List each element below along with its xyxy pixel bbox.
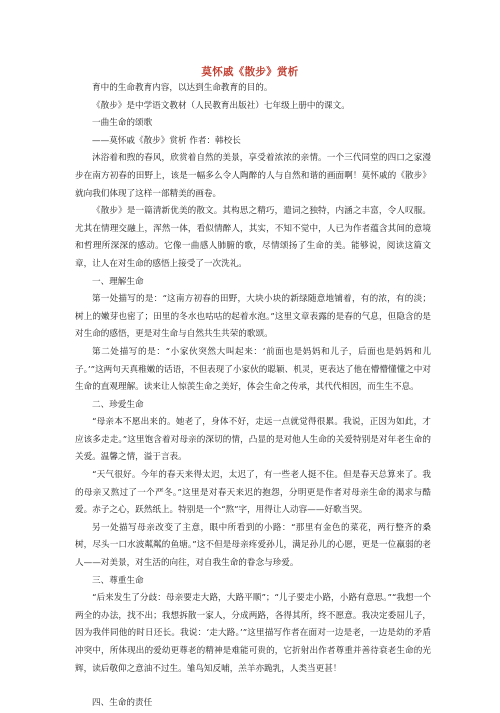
- author-line: ——莫怀戚《散步》赏析 作者：韩校长: [92, 135, 241, 146]
- section-heading-respect: 三、尊重生命: [92, 575, 144, 586]
- section-heading-understand: 一、理解生命: [92, 276, 144, 287]
- paragraph-spring-weather: “天气很好。今年的春天来得太迟，太迟了，有一些老人挺不住。但是春天总算来了。我的母亲又熬过了一个严冬。”这里是对春天来迟的抱怨，分明更是作者对母亲生命的渴求与酷爱。赤子之心，跃然纸上。特别是一个“熬”字，用得让人动容——好歌当哭。: [75, 470, 431, 516]
- paragraph-second-description: 第二处描写的是：“小家伙突然大叫起来：‘前面也是妈妈和儿子，后面也是妈妈和儿子。’”这两句天真稚嫩的话语，不但表现了小家伙的聪颖、机灵，更表达了他在懵懵懂懂之中对生命的直观理解。读来让人惊羡生命之美好，体会生命之传承，其代代相因，而生生不息。: [75, 346, 431, 393]
- paragraph-first-description: 第一处描写的是：“这南方初春的田野，大块小块的新绿随意地铺着，有的浓，有的淡；树上的嫩芽也密了；田里的冬水也咕咕的起着水泡。”这里文章表露的是春的气息，但隐含的是对生命的感悟，更是对生命与自然共生共荣的歌颂。: [75, 294, 431, 340]
- paragraph-mother-tired: “母亲本不愿出来的。她老了，身体不好，走远一点就觉得很累。我说，正因为如此，才应该多走走。”这里饱含着对母亲的深切的情，凸显的是对他人生命的关爱特别是对年老生命的关爱。温馨之情，溢于言表。: [75, 417, 431, 463]
- paragraph-disagreement: “后来发生了分歧：母亲要走大路，大路平顺”；“儿子要走小路，小路有意思。”“我想一个两全的办法，找不出；我想拆散一家人，分成两路，各得其所，终不愿意。我决定委屈儿子，因为我伴同他的时日还长。我说：‘走大路。’”这里描写作者在面对一边是老，一边是幼的矛盾冲突中，所体现出的爱幼更尊老的精神是难能可贵的，它折射出作者尊重并善待衰老生命的光辉，读后敬仰之意油不过生。雏鸟知反哺，羔羊亦跪乳，人类当更甚！: [75, 593, 431, 674]
- paragraph-textbook-source: 《散步》是中学语文教材（人民教育出版社）七年级上册中的课文。: [92, 100, 350, 111]
- paragraph-small-road: 另一处描写母亲改变了主意，眼中所看到的小路：“那里有金色的菜花，两行整齐的桑树，尽头一口水波粼粼的鱼塘。”这不但是母亲疼爱孙儿，满足孙儿的心愿，更是一位羸弱的老人——对美景，对生活的向往，对自我生命的眷念与珍爱。: [75, 522, 431, 569]
- section-heading-responsibility: 四、生命的责任: [92, 698, 153, 709]
- section-heading-cherish: 二、珍爱生命: [92, 399, 144, 410]
- document-body: [75, 80, 431, 713]
- paragraph-intro-tail: 育中的生命教育内容，以达到生命教育的目的。: [92, 83, 273, 93]
- paragraph-overview: 《散步》是一篇清新优美的散文。其构思之精巧，遣词之独特，内涵之丰富，令人叹服。尤其在情理交融上，浑然一体，看似情醉人，其实，不知不觉中，人已为作者蕴含其间的意境和哲理所深深的感动。它像一曲感人肺腑的歌，尽情颂扬了生命的美。能够说，阅读这篇文章，让人在对生命的感悟上接受了一次洗礼。: [75, 206, 431, 269]
- paragraph-opening: 沐浴着和煦的春风，欣赏着自然的美景，享受着浓浓的亲情。一个三代同堂的四口之家漫步在南方初春的田野上，该是一幅多么令人陶醉的人与自然和谐的画面啊！莫怀戚的《散步》就向我们体现了这样一部精美的画卷。: [75, 153, 431, 199]
- document-title: 莫怀戚《散步》赏析: [201, 66, 299, 78]
- subtitle-song-of-life: 一曲生命的颂歌: [92, 118, 153, 129]
- paragraph-gap: [75, 678, 431, 695]
